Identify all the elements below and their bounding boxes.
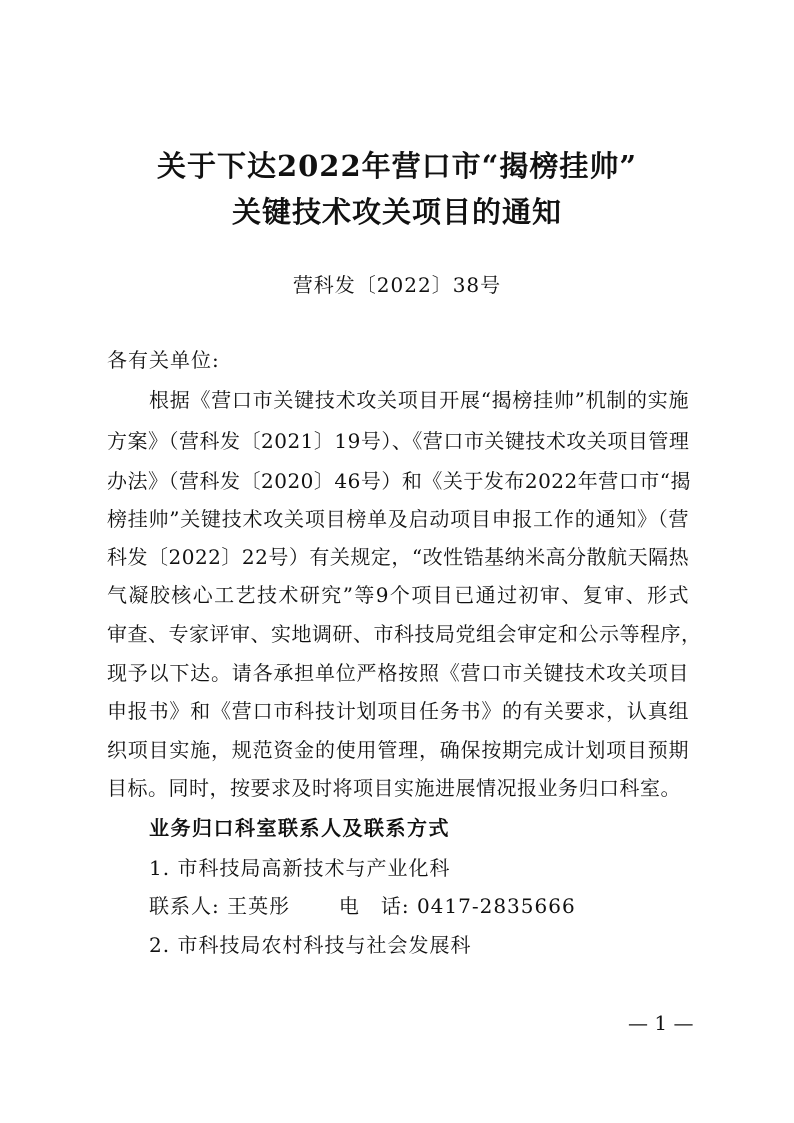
contact-department-2: 2. 市科技局农村科技与社会发展科 (149, 933, 472, 957)
contact-phone-label: 电 话: (338, 894, 410, 918)
body-line: 申报书》和《营口市科技计划项目任务书》的有关要求，认真组 (107, 699, 689, 723)
document-number: 营科发〔2022〕38号 (292, 273, 502, 297)
body-line: 目标。同时，按要求及时将项目实施进展情况报业务归口科室。 (107, 776, 681, 800)
contact-person-label: 联系人: (149, 894, 220, 918)
salutation: 各有关单位: (107, 348, 220, 372)
page-number: — 1 — (628, 1011, 694, 1035)
body-line: 榜挂帅”关键技术攻关项目榜单及启动项目申报工作的通知》（营 (107, 507, 689, 531)
document-title-line-2: 关键技术攻关项目的通知 (231, 195, 562, 229)
body-line: 方案》（营科发〔2021〕19号）、《营口市关键技术攻关项目管理 (107, 429, 690, 453)
body-line: 科发〔2022〕22号）有关规定，“改性锆基纳米高分散航天隔热 (107, 545, 690, 569)
body-line: 气凝胶核心工艺技术研究”等9个项目已通过初审、复审、形式 (107, 583, 689, 607)
contact-department-1: 1. 市科技局高新技术与产业化科 (149, 856, 451, 880)
body-line: 根据《营口市关键技术攻关项目开展“揭榜挂帅”机制的实施 (149, 388, 689, 412)
body-line: 现予以下达。请各承担单位严格按照《营口市关键技术攻关项目 (107, 661, 689, 685)
contact-person-name: 王英彤 (227, 894, 291, 918)
body-line: 办法》（营科发〔2020〕46号）和《关于发布2022年营口市“揭 (107, 469, 691, 493)
contact-phone-number: 0417-2835666 (416, 894, 576, 918)
document-title-line-1: 关于下达2022年营口市“揭榜挂帅” (156, 149, 638, 183)
contact-person-line (149, 890, 576, 919)
contact-heading: 业务归口科室联系人及联系方式 (149, 816, 450, 840)
body-line: 织项目实施，规范资金的使用管理，确保按期完成计划项目预期 (107, 738, 689, 762)
body-line: 审查、专家评审、实地调研、市科技局党组会审定和公示等程序， (107, 622, 702, 646)
